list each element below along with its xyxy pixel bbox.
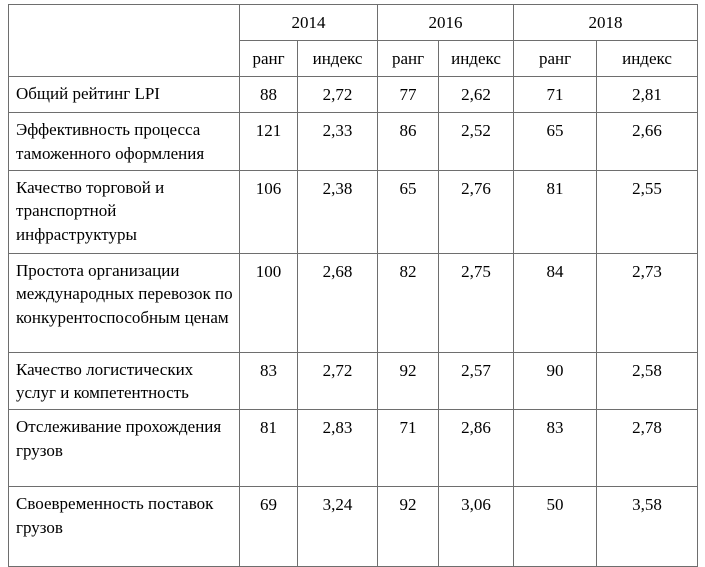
index-cell-2014: 2,83 bbox=[298, 410, 378, 487]
index-cell-2014: 3,24 bbox=[298, 487, 378, 567]
subheader-rank-2016: ранг bbox=[378, 41, 439, 77]
table-row bbox=[9, 253, 698, 352]
index-cell-2018: 2,58 bbox=[597, 352, 698, 410]
table-row bbox=[9, 410, 698, 487]
rank-cell-2018: 84 bbox=[514, 253, 597, 352]
row-label: Простота организации международных перевозок по конкурентоспособным ценам bbox=[9, 253, 240, 352]
row-label: Общий рейтинг LPI bbox=[9, 77, 240, 113]
rank-cell-2014: 81 bbox=[240, 410, 298, 487]
index-cell-2018: 2,78 bbox=[597, 410, 698, 487]
year-header-2014: 2014 bbox=[240, 5, 378, 41]
table-row bbox=[9, 77, 698, 113]
year-header-2018: 2018 bbox=[514, 5, 698, 41]
subheader-rank-2014: ранг bbox=[240, 41, 298, 77]
rank-cell-2016: 77 bbox=[378, 77, 439, 113]
rank-cell-2016: 92 bbox=[378, 487, 439, 567]
rank-cell-2018: 71 bbox=[514, 77, 597, 113]
corner-cell bbox=[9, 5, 240, 77]
index-cell-2016: 2,75 bbox=[439, 253, 514, 352]
rank-cell-2018: 81 bbox=[514, 170, 597, 253]
index-cell-2014: 2,72 bbox=[298, 77, 378, 113]
table-row bbox=[9, 487, 698, 567]
index-cell-2018: 2,66 bbox=[597, 113, 698, 171]
index-cell-2018: 3,58 bbox=[597, 487, 698, 567]
subheader-index-2016: индекс bbox=[439, 41, 514, 77]
subheader-rank-2018: ранг bbox=[514, 41, 597, 77]
table-header-years bbox=[9, 5, 698, 41]
row-label: Отслеживание прохождения грузов bbox=[9, 410, 240, 487]
row-label: Своевременность поставок грузов bbox=[9, 487, 240, 567]
index-cell-2014: 2,38 bbox=[298, 170, 378, 253]
rank-cell-2018: 90 bbox=[514, 352, 597, 410]
rank-cell-2014: 69 bbox=[240, 487, 298, 567]
index-cell-2018: 2,55 bbox=[597, 170, 698, 253]
rank-cell-2014: 88 bbox=[240, 77, 298, 113]
rank-cell-2018: 65 bbox=[514, 113, 597, 171]
index-cell-2016: 2,86 bbox=[439, 410, 514, 487]
index-cell-2014: 2,33 bbox=[298, 113, 378, 171]
rank-cell-2014: 106 bbox=[240, 170, 298, 253]
index-cell-2014: 2,72 bbox=[298, 352, 378, 410]
row-label: Эффективность процесса таможенного оформления bbox=[9, 113, 240, 171]
index-cell-2016: 3,06 bbox=[439, 487, 514, 567]
index-cell-2018: 2,73 bbox=[597, 253, 698, 352]
index-cell-2016: 2,76 bbox=[439, 170, 514, 253]
index-cell-2016: 2,57 bbox=[439, 352, 514, 410]
table-row bbox=[9, 352, 698, 410]
subheader-index-2018: индекс bbox=[597, 41, 698, 77]
rank-cell-2014: 83 bbox=[240, 352, 298, 410]
rank-cell-2016: 65 bbox=[378, 170, 439, 253]
index-cell-2018: 2,81 bbox=[597, 77, 698, 113]
rank-cell-2014: 100 bbox=[240, 253, 298, 352]
lpi-rating-table bbox=[8, 4, 698, 567]
table-row bbox=[9, 113, 698, 171]
rank-cell-2014: 121 bbox=[240, 113, 298, 171]
row-label: Качество торговой и транспортной инфраструктуры bbox=[9, 170, 240, 253]
rank-cell-2018: 83 bbox=[514, 410, 597, 487]
rank-cell-2016: 71 bbox=[378, 410, 439, 487]
row-label: Качество логистических услуг и компетентность bbox=[9, 352, 240, 410]
subheader-index-2014: индекс bbox=[298, 41, 378, 77]
rank-cell-2018: 50 bbox=[514, 487, 597, 567]
index-cell-2014: 2,68 bbox=[298, 253, 378, 352]
rank-cell-2016: 86 bbox=[378, 113, 439, 171]
index-cell-2016: 2,62 bbox=[439, 77, 514, 113]
year-header-2016: 2016 bbox=[378, 5, 514, 41]
rank-cell-2016: 82 bbox=[378, 253, 439, 352]
rank-cell-2016: 92 bbox=[378, 352, 439, 410]
table-row bbox=[9, 170, 698, 253]
index-cell-2016: 2,52 bbox=[439, 113, 514, 171]
